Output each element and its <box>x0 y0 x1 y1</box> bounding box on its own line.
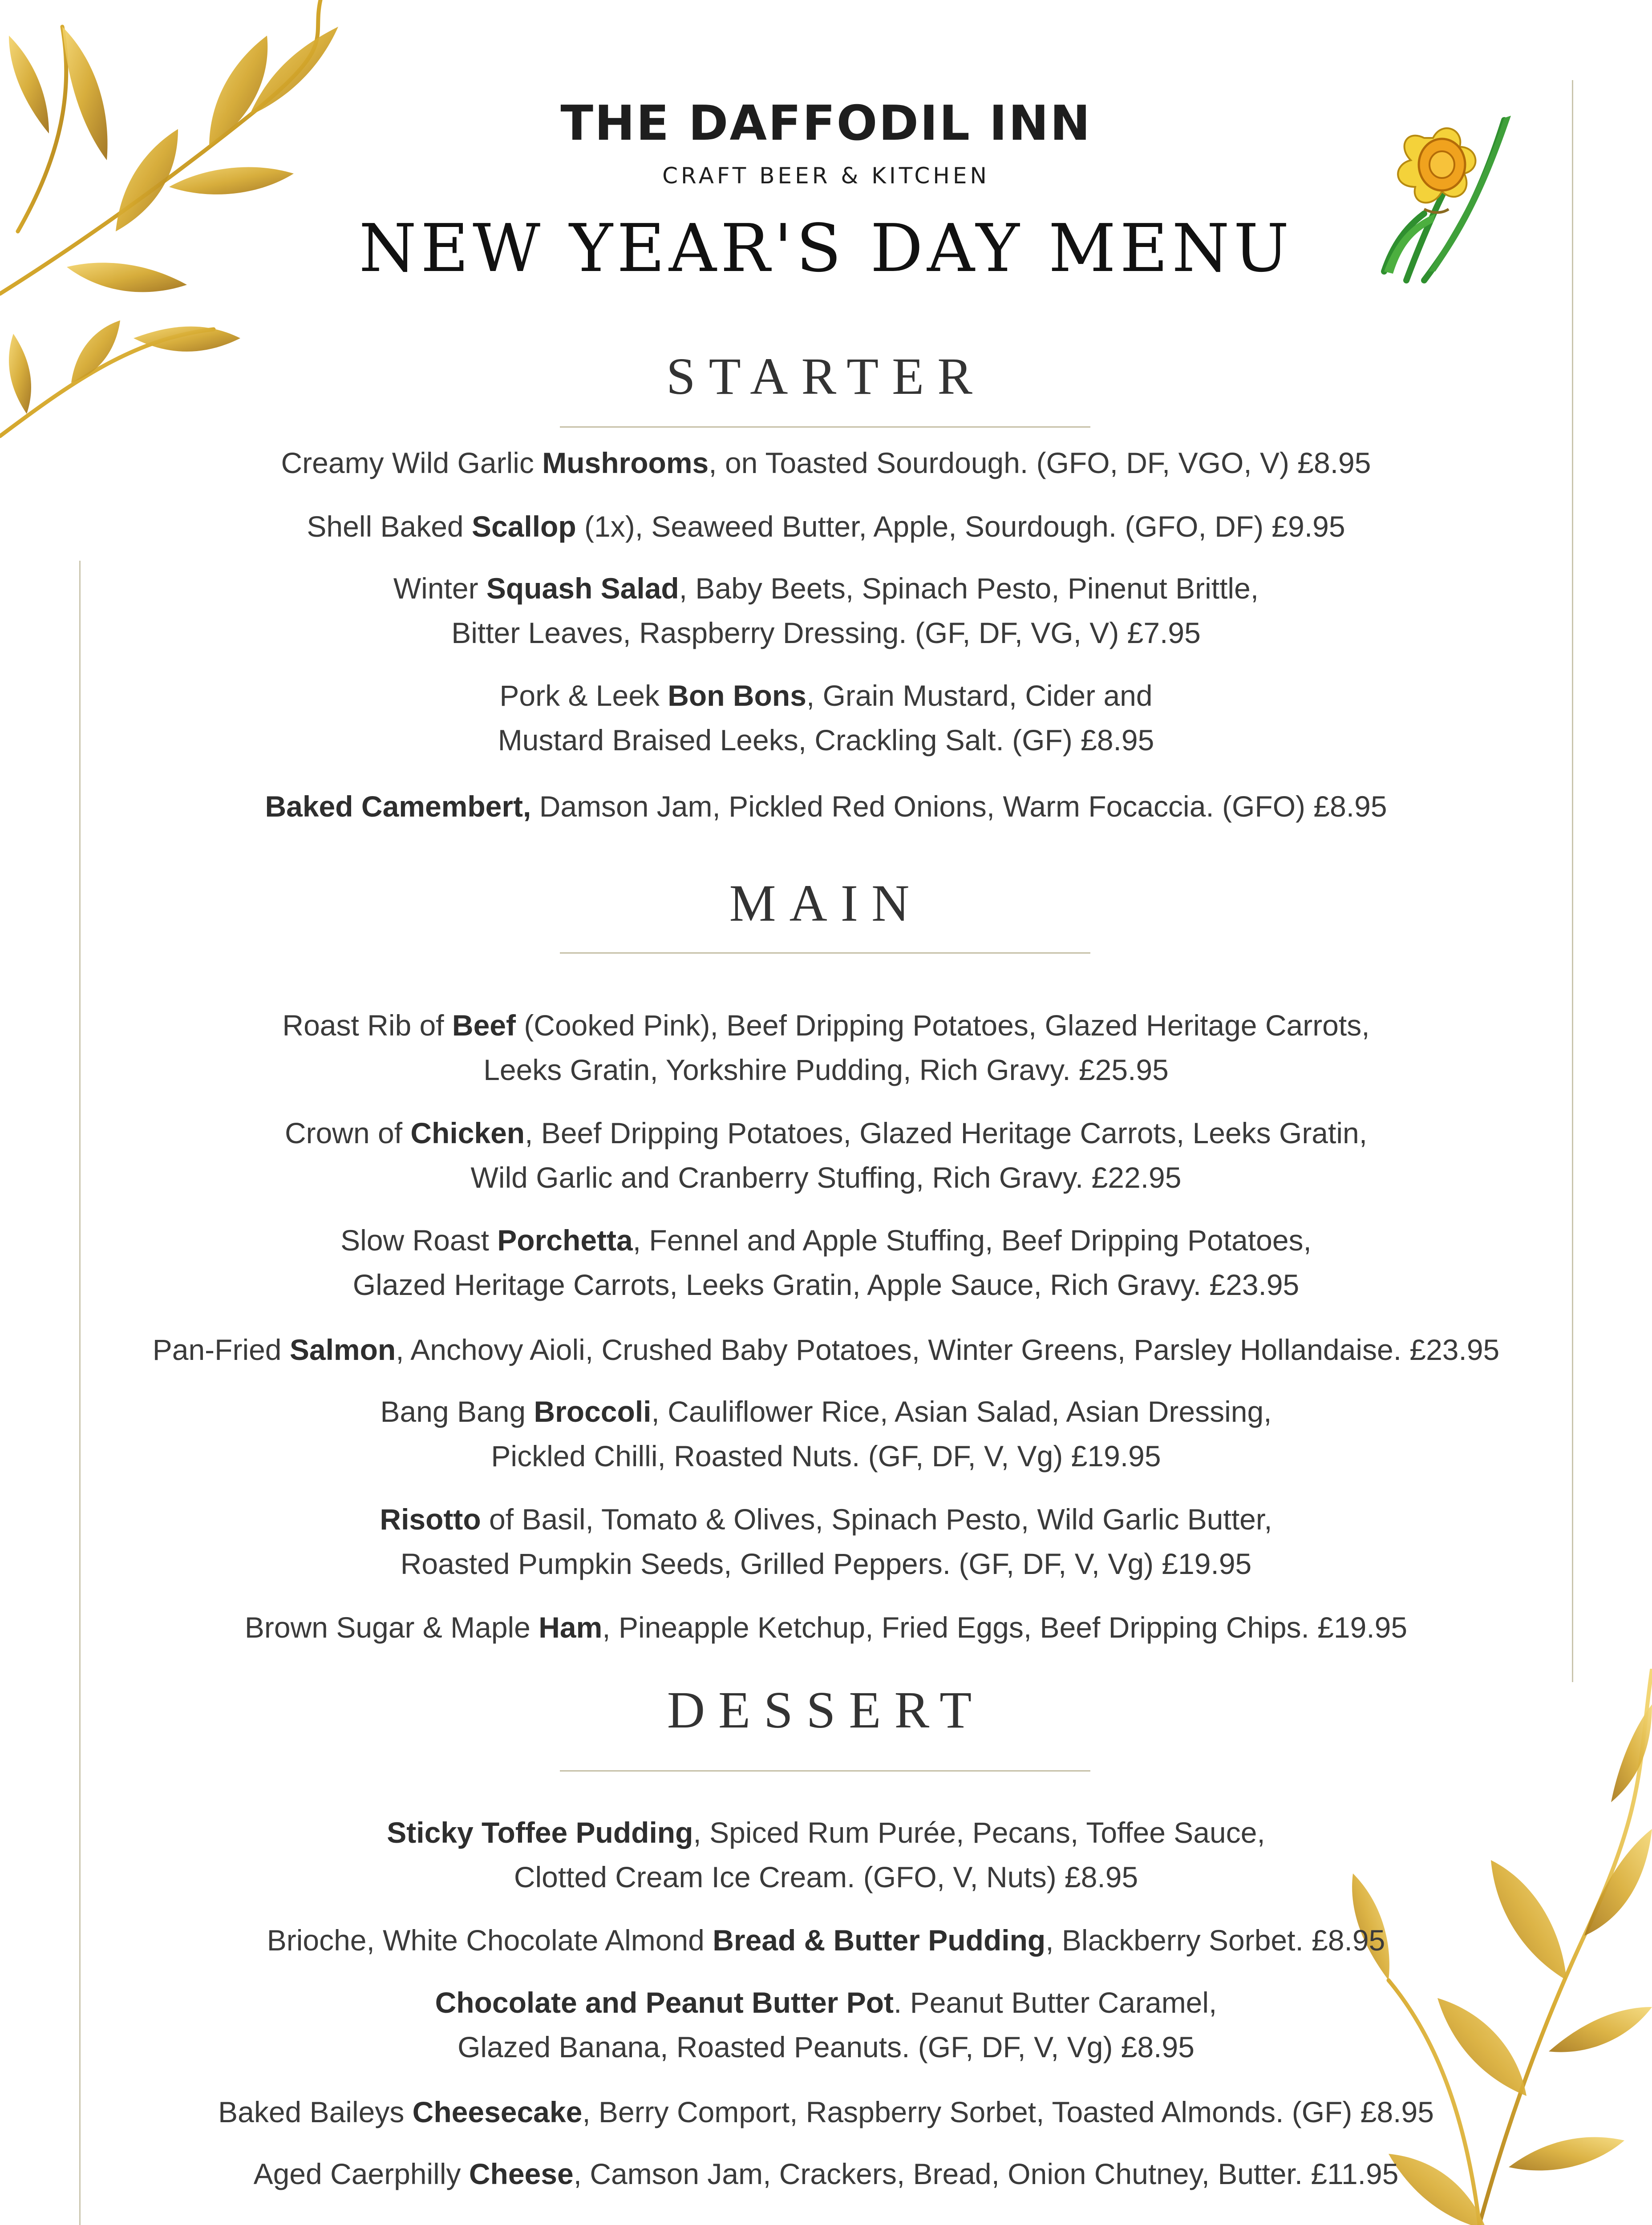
daffodil-icon <box>1357 102 1518 289</box>
menu-item: Baked Camembert, Damson Jam, Pickled Red Onions, Warm Focaccia. (GFO) £8.95 <box>265 790 1387 823</box>
menu-item: Baked Baileys Cheesecake, Berry Comport, Raspberry Sorbet, Toasted Almonds. (GF) £8.95 <box>218 2096 1434 2128</box>
section-divider <box>560 426 1090 428</box>
menu-item: Slow Roast Porchetta, Fennel and Apple Stuffing, Beef Dripping Potatoes, Glazed Heritage Carrots, Leeks Gratin, Apple Sauce, Rich Gravy. £23.95 <box>340 1224 1312 1301</box>
section-heading-starter: STARTER <box>666 347 986 405</box>
menu-item: Brioche, White Chocolate Almond Bread & Butter Pudding, Blackberry Sorbet. £8.95 <box>267 1924 1385 1957</box>
section-divider <box>560 1770 1090 1772</box>
menu-item: Creamy Wild Garlic Mushrooms, on Toasted Sourdough. (GFO, DF, VGO, V) £8.95 <box>281 446 1371 479</box>
restaurant-tagline: CRAFT BEER & KITCHEN <box>662 163 990 189</box>
legend-gluten <box>396 2221 789 2225</box>
section-heading-main: MAIN <box>729 874 923 932</box>
legend-dairy <box>878 2221 1256 2225</box>
menu-item: Aged Caerphilly Cheese, Camson Jam, Crackers, Bread, Onion Chutney, Butter. £11.95 <box>253 2157 1399 2190</box>
restaurant-name: THE DAFFODIL INN <box>560 96 1092 151</box>
menu-item: Pork & Leek Bon Bons, Grain Mustard, Cider and Mustard Braised Leeks, Crackling Salt. (GF) £8.95 <box>498 679 1154 756</box>
menu-item: Sticky Toffee Pudding, Spiced Rum Purée, Pecans, Toffee Sauce, Clotted Cream Ice Cream. (GFO, V, Nuts) £8.95 <box>387 1816 1265 1893</box>
menu-item: Risotto of Basil, Tomato & Olives, Spinach Pesto, Wild Garlic Butter, Roasted Pumpkin Seeds, Grilled Peppers. (GF, DF, V, Vg) £19.95 <box>380 1503 1272 1580</box>
dietary-legend <box>0 2221 1652 2225</box>
menu-item: Bang Bang Broccoli, Cauliflower Rice, Asian Salad, Asian Dressing, Pickled Chilli, Roasted Nuts. (GF, DF, V, Vg) £19.95 <box>380 1395 1272 1473</box>
menu-item: Brown Sugar & Maple Ham, Pineapple Ketchup, Fried Eggs, Beef Dripping Chips. £19.95 <box>244 1611 1408 1644</box>
menu-item: Winter Squash Salad, Baby Beets, Spinach Pesto, Pinenut Brittle, Bitter Leaves, Raspberry Dressing. (GF, DF, VG, V) £7.95 <box>393 572 1259 649</box>
menu-item: Pan-Fried Salmon, Anchovy Aioli, Crushed Baby Potatoes, Winter Greens, Parsley Hollandaise. £23.95 <box>152 1333 1500 1366</box>
page-title: NEW YEAR'S DAY MENU <box>359 210 1293 287</box>
menu-item: Chocolate and Peanut Butter Pot. Peanut Butter Caramel, Glazed Banana, Roasted Peanuts. (GF, DF, V, Vg) £8.95 <box>435 1986 1217 2063</box>
menu-item: Roast Rib of Beef (Cooked Pink), Beef Dripping Potatoes, Glazed Heritage Carrots, Leeks Gratin, Yorkshire Pudding, Rich Gravy. £25.95 <box>282 1009 1370 1086</box>
section-heading-dessert: DESSERT <box>667 1681 985 1739</box>
menu-item: Crown of Chicken, Beef Dripping Potatoes, Glazed Heritage Carrots, Leeks Gratin, Wild Garlic and Cranberry Stuffing, Rich Gravy. £22.95 <box>284 1117 1368 1194</box>
section-divider <box>560 952 1090 954</box>
menu-item: Shell Baked Scallop (1x), Seaweed Butter, Apple, Sourdough. (GFO, DF) £9.95 <box>307 510 1345 543</box>
